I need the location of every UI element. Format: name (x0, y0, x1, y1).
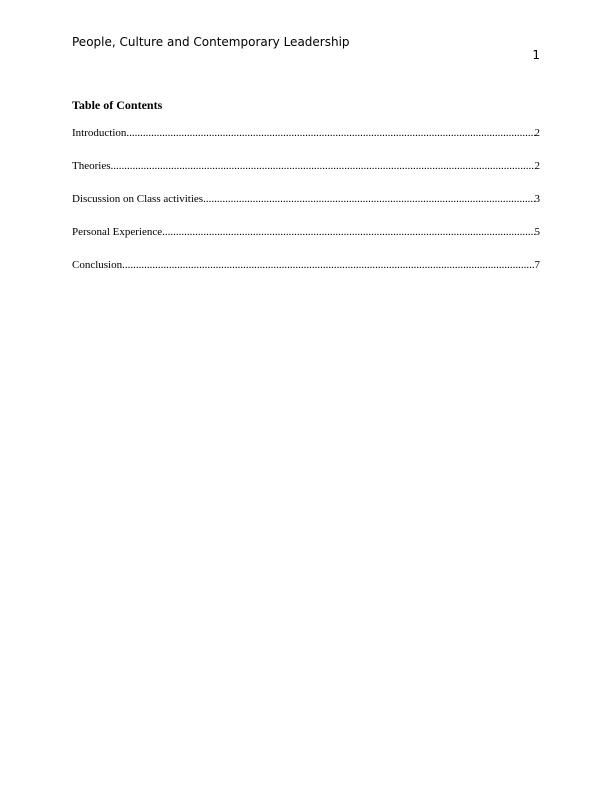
dot-leader (203, 191, 534, 207)
page-number: 1 (532, 48, 540, 62)
dot-leader (126, 125, 534, 141)
toc-entry-page: 2 (534, 127, 540, 139)
running-header-title: People, Culture and Contemporary Leadership (72, 35, 350, 49)
toc-entry-page: 3 (534, 193, 540, 205)
toc-entry-page: 7 (534, 259, 540, 271)
toc-entry-label: Conclusion (72, 259, 123, 271)
toc-entry-page: 5 (534, 226, 540, 238)
toc-entry-discussion-on-class-activities[interactable] (72, 191, 540, 224)
toc-entry-introduction[interactable] (72, 125, 540, 158)
toc-heading: Table of Contents (72, 98, 163, 112)
dot-leader (122, 257, 534, 273)
table-of-contents (72, 125, 540, 290)
toc-entry-label: Discussion on Class activities (72, 193, 204, 205)
toc-entry-personal-experience[interactable] (72, 224, 540, 257)
toc-entry-label: Personal Experience (72, 226, 163, 238)
toc-entry-conclusion[interactable] (72, 257, 540, 290)
dot-leader (162, 224, 534, 240)
toc-entry-theories[interactable] (72, 158, 540, 191)
toc-entry-page: 2 (534, 160, 540, 172)
dot-leader (110, 158, 534, 174)
toc-entry-label: Theories (72, 160, 111, 172)
toc-entry-label: Introduction (72, 127, 127, 139)
